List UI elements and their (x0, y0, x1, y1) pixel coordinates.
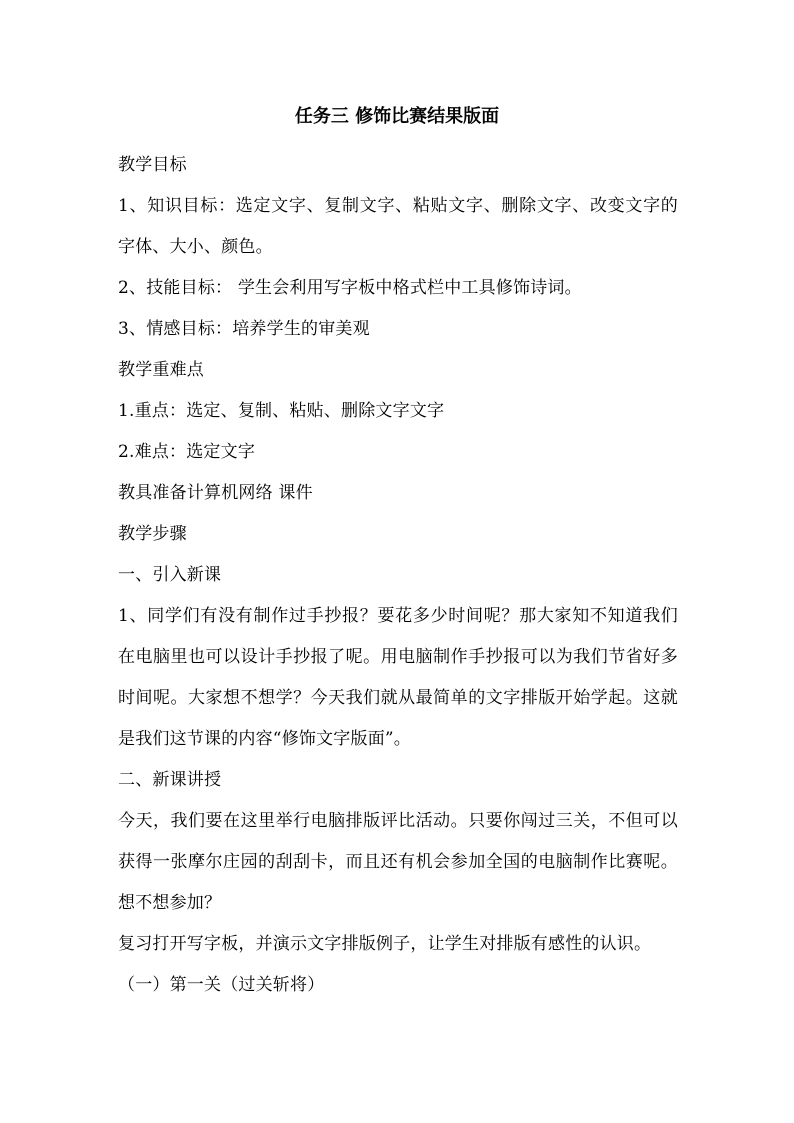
paragraph-review: 复习打开写字板，并演示文字排版例子，让学生对排版有感性的认识。 (118, 934, 652, 954)
paragraph-difficulty: 2.难点：选定文字 (118, 442, 256, 462)
heading-teaching-steps: 教学步骤 (118, 524, 187, 544)
heading-key-difficulties: 教学重难点 (118, 360, 204, 380)
paragraph-contest: 今天，我们要在这里举行电脑排版评比活动。只要你闯过三关，不但可以获得一张摩尔庄园的刮刮卡，而且还有机会参加全国的电脑制作比赛呢。想不想参加？ (118, 811, 678, 913)
paragraph-skill-goal: 2、技能目标： 学生会利用写字板中格式栏中工具修饰诗词。 (118, 278, 582, 298)
paragraph-emotion-goal: 3、情感目标：培养学生的审美观 (118, 319, 370, 339)
paragraph-teaching-tools: 教具准备计算机网络 课件 (118, 483, 313, 503)
heading-teaching-goals: 教学目标 (118, 155, 187, 175)
heading-introduce-lesson: 一、引入新课 (118, 565, 222, 585)
heading-new-lesson: 二、新课讲授 (118, 770, 222, 790)
paragraph-knowledge-goal: 1、知识目标：选定文字、复制文字、粘贴文字、删除文字、改变文字的字体、大小、颜色。 (118, 196, 678, 257)
paragraph-introduction: 1、同学们有没有制作过手抄报？要花多少时间呢？那大家知不知道我们在电脑里也可以设计手抄报了呢。用电脑制作手抄报可以为我们节省好多时间呢。大家想不想学？今天我们就从最简单的文字排版开始学起。这就是我们这节课的内容“修饰文字版面”。 (118, 606, 678, 749)
heading-first-level: （一）第一关（过关斩将） (118, 975, 325, 995)
page-title: 任务三 修饰比赛结果版面 (294, 106, 500, 127)
paragraph-key-point: 1.重点：选定、复制、粘贴、删除文字文字 (118, 401, 445, 421)
document-body (118, 145, 678, 1006)
